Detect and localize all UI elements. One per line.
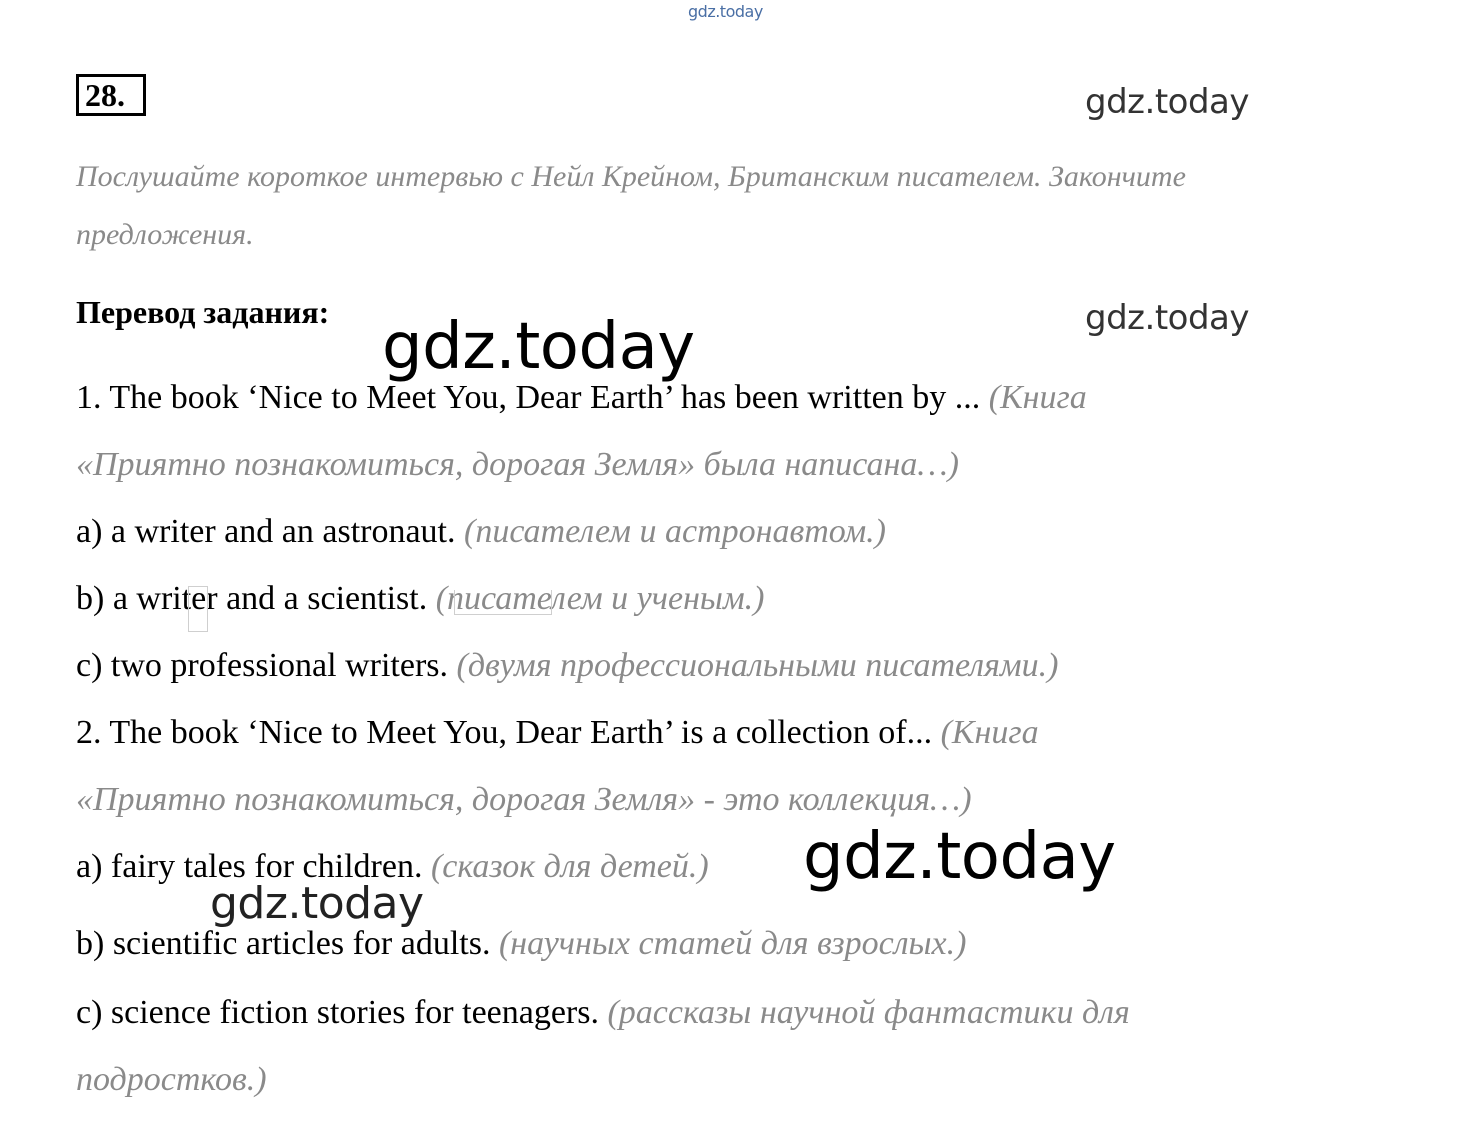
question-2-text: 2. The book ‘Nice to Meet You, Dear Earth’ is a collection of... [76,714,933,751]
option-translation: (писателем и астронавтом.) [464,513,886,550]
question-2-line-1 [76,714,1039,752]
question-2-translation: «Приятно познакомиться, дорогая Земля» - это коллекция…) [76,781,972,818]
question-1-option-c [76,647,1058,685]
question-1-option-b [76,580,764,618]
exercise-number: 28. [76,74,146,116]
option-text: a) fairy tales for children. [76,848,423,885]
translation-heading: Перевод задания: [76,294,330,330]
option-text: c) two professional writers. [76,647,449,684]
question-1-option-a [76,513,886,551]
question-1-translation-start: (Книга [988,379,1087,416]
scan-artifact [188,586,208,632]
question-1-line-1 [76,379,1087,417]
question-2-translation-start: (Книга [940,714,1039,751]
instruction-line-2: предложения. [76,218,254,251]
option-translation: (рассказы научной фантастики для [607,994,1130,1031]
watermark-right-1: gdz.today [1085,82,1249,122]
option-translation: (сказок для детей.) [430,848,709,885]
question-2-option-c [76,994,1130,1032]
option-translation: (научных статей для взрослых.) [498,925,967,962]
option-text: a) a writer and an astronaut. [76,513,456,550]
question-1-translation: «Приятно познакомиться, дорогая Земля» была написана…) [76,446,959,483]
question-2-option-c-translation-tail: подростков.) [76,1061,267,1098]
watermark-big-2: gdz.today [803,820,1116,894]
question-1-text: 1. The book ‘Nice to Meet You, Dear Earth’ has been written by ... [76,379,981,416]
scan-artifact [454,590,552,615]
watermark-big-1: gdz.today [382,310,695,384]
watermark-right-2: gdz.today [1085,298,1249,338]
question-2-option-b [76,925,966,963]
option-text: b) a writer and a scientist. [76,580,428,617]
option-translation: (двумя профессиональными писателями.) [456,647,1059,684]
option-text: c) science fiction stories for teenagers. [76,994,599,1031]
instruction-line-1: Послушайте короткое интервью с Нейл Крейном, Британским писателем. Закончите [76,160,1186,193]
watermark-middle: gdz.today [210,878,424,929]
watermark-top: gdz.today [688,2,763,21]
option-text: b) scientific articles for adults. [76,925,491,962]
option-translation: (писателем и ученым.) [435,580,765,617]
